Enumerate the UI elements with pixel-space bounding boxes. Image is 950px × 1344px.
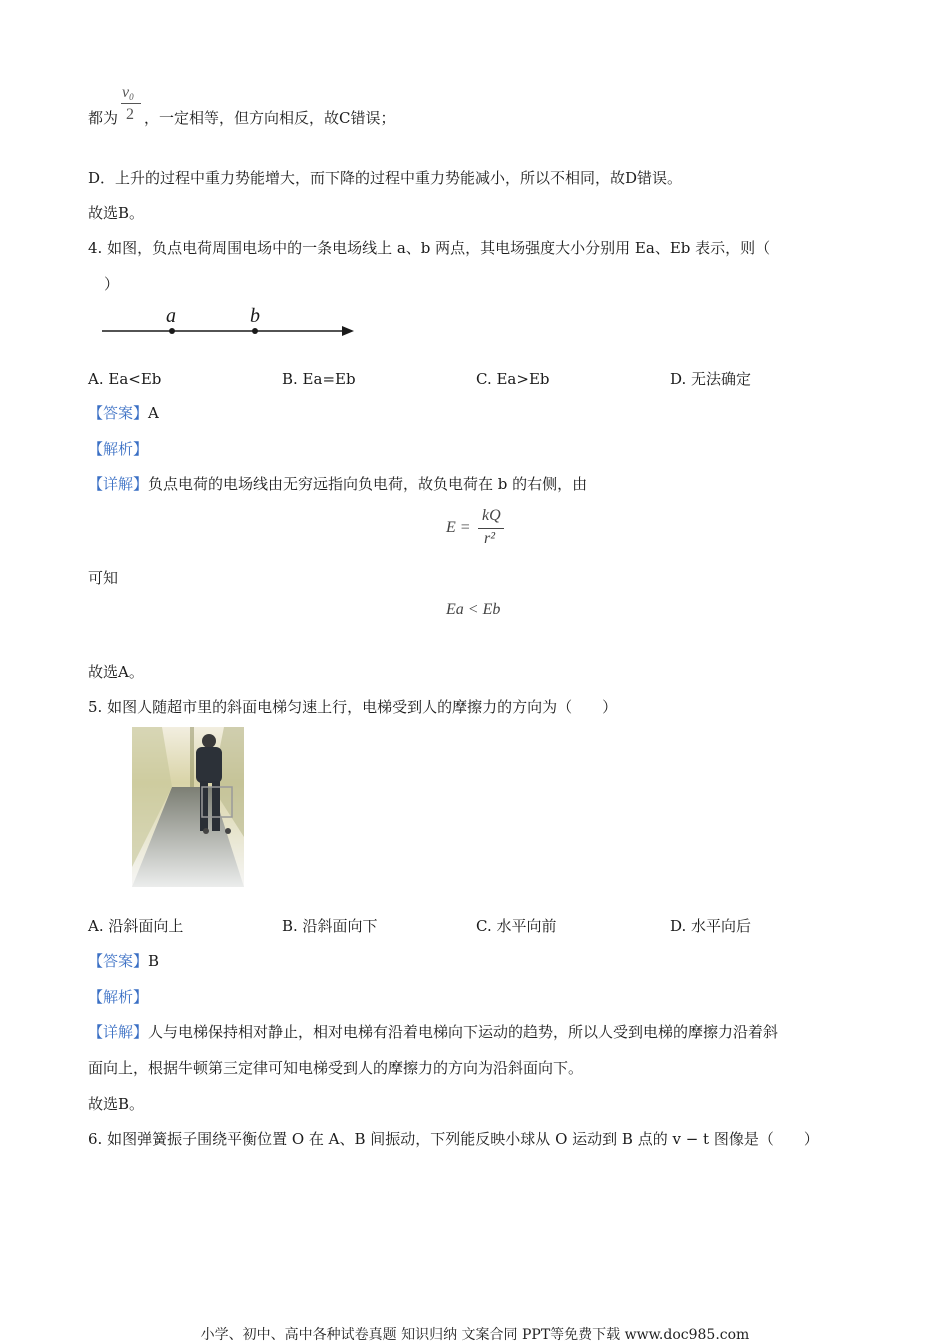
detail-tag: 【详解】 <box>88 475 149 493</box>
q4-know: 可知 <box>88 569 119 587</box>
choose-b-prev: 故选B。 <box>88 204 145 222</box>
label-b: b <box>250 305 260 327</box>
q4-stem-close: ） <box>104 275 120 293</box>
detail-text: 人与电梯保持相对静止，相对电梯有沿着电梯向下运动的趋势，所以人受到电梯的摩擦力沿着斜 <box>148 1023 779 1041</box>
q5-option-a: A. 沿斜面向上 <box>88 917 184 935</box>
q4-option-a: A. Ea<Eb <box>88 370 162 388</box>
q4-stem: 4. 如图，负点电荷周围电场中的一条电场线上 a、b 两点，其电场强度大小分别用 Ea、Eb 表示，则（ <box>88 239 771 257</box>
detail-text: 负点电荷的电场线由无穷远指向负电荷，故负电荷在 b 的右侧，由 <box>148 475 588 493</box>
q4-choose: 故选A。 <box>88 663 144 681</box>
q6-stem: 6. 如图弹簧振子围绕平衡位置 O 在 A、B 间振动，下列能反映小球从 O 运动到 B 点的 v − t 图像是（ ） <box>88 1130 819 1148</box>
q5-detail-2: 面向上，根据牛顿第三定律可知电梯受到人的摩擦力的方向为沿斜面向下。 <box>88 1059 584 1077</box>
formula-bar <box>478 528 504 529</box>
page-footer: 小学、初中、高中各种试卷真题 知识归纳 文案合同 PPT等免费下载 www.doc985.com <box>200 1327 750 1343</box>
formula-numerator: kQ <box>482 507 501 524</box>
fraction-bar <box>121 103 141 104</box>
formula-lhs: E = <box>446 519 471 536</box>
analysis-tag: 【解析】 <box>88 988 149 1006</box>
q4-analysis <box>88 439 148 459</box>
q4-detail <box>88 474 587 494</box>
escalator-photo <box>132 727 244 887</box>
formula-compare: Ea < Eb <box>446 601 501 618</box>
answer-tag: 【答案】 <box>88 404 149 422</box>
q5-answer <box>88 951 159 971</box>
field-line-figure <box>100 300 360 340</box>
q4-answer <box>88 403 159 423</box>
q4-option-d: D. 无法确定 <box>670 370 752 388</box>
fraction-denominator: 2 <box>126 106 134 123</box>
point-a <box>169 328 175 334</box>
q4-option-c: C. Ea>Eb <box>476 370 550 388</box>
answer-value: A <box>148 404 159 422</box>
label-a: a <box>166 305 176 327</box>
q5-choose: 故选B。 <box>88 1095 145 1113</box>
q5-option-c: C. 水平向前 <box>476 917 557 935</box>
analysis-tag: 【解析】 <box>88 440 149 458</box>
q5-option-d: D. 水平向后 <box>670 917 752 935</box>
fraction-numerator: $v_0$ <box>122 84 134 102</box>
point-b <box>252 328 258 334</box>
line-c-prefix: 都为 <box>88 109 119 127</box>
q4-option-b: B. Ea=Eb <box>282 370 356 388</box>
answer-value: B <box>148 952 160 970</box>
q5-stem: 5. 如图人随超市里的斜面电梯匀速上行，电梯受到人的摩擦力的方向为（ ） <box>88 698 618 716</box>
answer-tag: 【答案】 <box>88 952 149 970</box>
q5-analysis <box>88 987 148 1007</box>
formula-denominator: r² <box>484 530 496 547</box>
line-c-suffix: ，一定相等，但方向相反，故C错误； <box>144 109 396 127</box>
q5-detail-1 <box>88 1022 778 1042</box>
q5-option-b: B. 沿斜面向下 <box>282 917 378 935</box>
line-d: D．上升的过程中重力势能增大，而下降的过程中重力势能减小，所以不相同，故D错误。 <box>88 169 683 187</box>
arrow-head-icon <box>342 326 354 336</box>
detail-tag: 【详解】 <box>88 1023 149 1041</box>
